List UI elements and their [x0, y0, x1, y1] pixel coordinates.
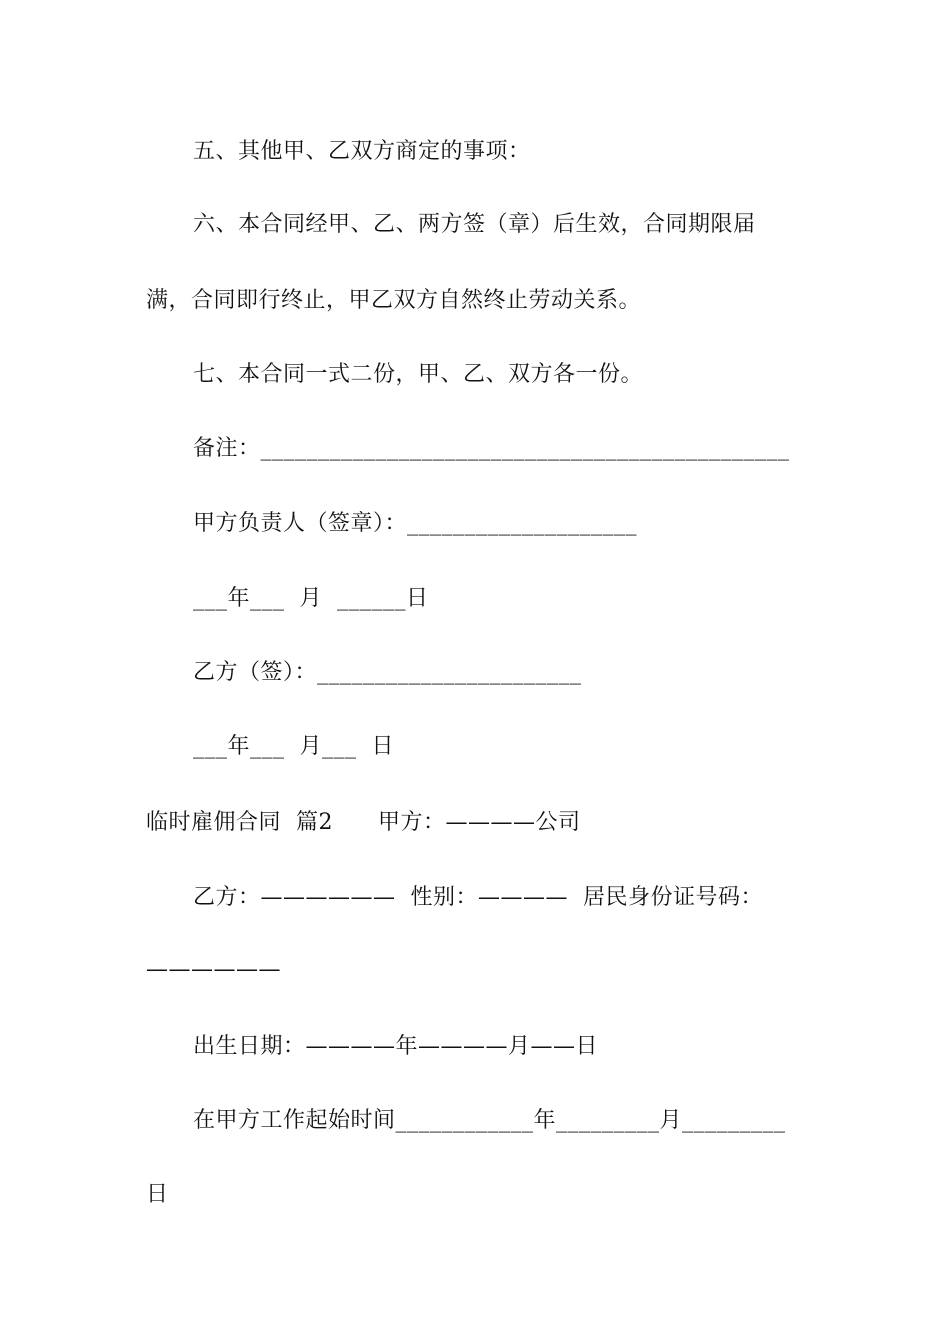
- remarks-line: 备注：______________________________________________: [193, 436, 790, 461]
- id-number-blank: ——————: [146, 957, 281, 982]
- contract-heading-party-a: 临时雇佣合同 篇2 甲方：————公司: [146, 810, 581, 835]
- party-b-date-line: ___年___ 月___ 日: [193, 734, 394, 759]
- work-start-date-line: 在甲方工作起始时间____________年_________月_________: [193, 1108, 786, 1133]
- clause-seven: 七、本合同一式二份，甲、乙、双方各一份。: [193, 362, 644, 387]
- party-b-signature-line: 乙方（签）：_______________________: [193, 660, 582, 685]
- clause-five: 五、其他甲、乙双方商定的事项：: [193, 139, 531, 164]
- work-start-date-day: 日: [146, 1182, 169, 1207]
- clause-six-line-1: 六、本合同经甲、乙、两方签（章）后生效，合同期限届: [193, 212, 756, 237]
- party-b-info-line: 乙方：—————— 性别：———— 居民身份证号码：: [193, 885, 763, 910]
- party-a-date-line: ___年___ 月 ______日: [193, 586, 429, 611]
- clause-six-line-2: 满，合同即行终止，甲乙双方自然终止劳动关系。: [146, 288, 642, 313]
- party-a-signature-line: 甲方负责人（签章）：____________________: [193, 511, 638, 536]
- birth-date-line: 出生日期：————年————月——日: [193, 1034, 599, 1059]
